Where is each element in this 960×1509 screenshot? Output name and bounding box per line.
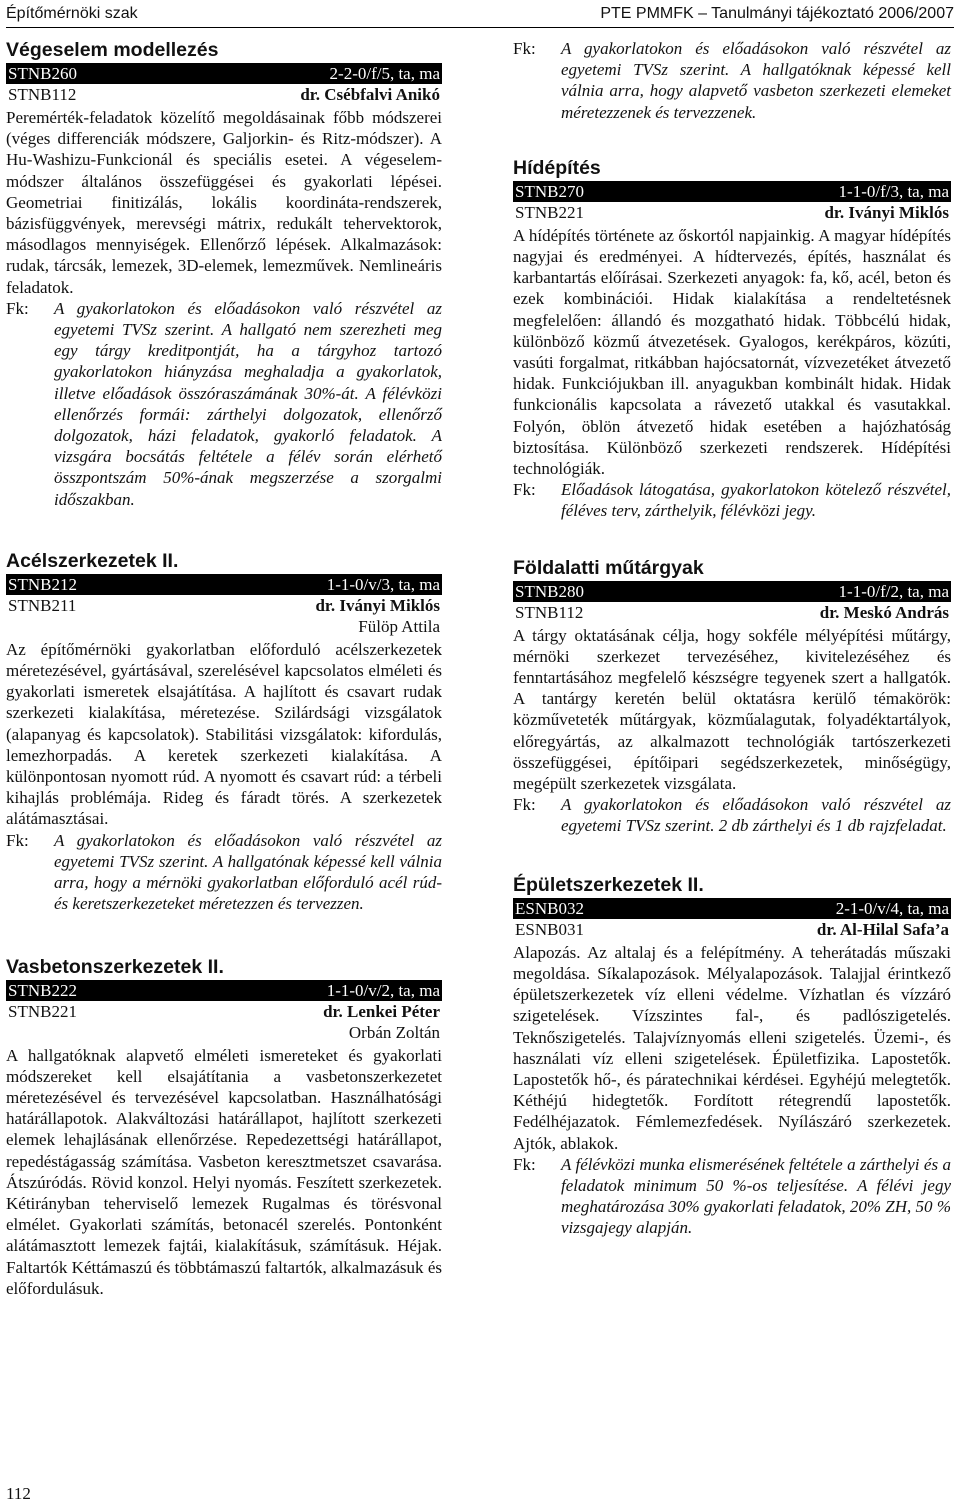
prereq-code: STNB221 — [8, 1001, 77, 1021]
course-block — [6, 955, 442, 1299]
prereq-code: STNB211 — [8, 595, 77, 615]
requirements-text: Előadások látogatása, gyakorlatokon kötelező részvétel, féléves terv, zárthelyik, félévközi jegy. — [561, 480, 951, 521]
prereq-row — [513, 202, 951, 223]
course-description: Alapozás. Az altalaj és a felépítmény. A teherátadás műszaki megoldása. Síkalapozások. Mélyalapozások. Talajjal érintkező épületszerkezetek víz elleni védelme. Vízhatlan és vízzáró szigetelések. Vízszintes fal-, és padlószigetelés. Teknőszigetelés. Talajvíznyomás elleni szigetelés. Üzemi-, és használati víz elleni szigetelések. Épületfizika. Lapostetők. Lapostetők hő-, és páratechnikai kérdései. Egyhéjú melegtetők. Kéthéjú hidegtetők. Fordított rétegrendű lapostetők. Fedélhéjazatok. Fémlemezfedések. Nyílászáró szerkezetek. Ajtók, ablakok. — [513, 942, 951, 1153]
prereq-row — [513, 919, 951, 940]
prereq-code: ESNB031 — [515, 919, 584, 939]
teacher: dr. Csébfalvi Anikó — [300, 85, 440, 104]
course-description: Peremérték-feladatok közelítő megoldásainak főbb módszerei (véges differenciák módszere, Galjorkin- és Ritz-módszer). A Hu-Washizu-Funkcionál és speciális esetei. A végeselem-módszer általános összefüggései és gyakorlati lépései. Geometriai finitizálás, lokális koordináta-rendszerek, bázisfüggvények, merevségi mátrix, redukált tehervektorok, másodlagos mennyiségek. Ellenőrző lépések. Alkalmazások: rudak, tárcsák, lemezek, 3D-elemek, lemezművek. Nemlineáris feladatok. — [6, 108, 442, 297]
course-block — [513, 556, 951, 837]
course-credits: 1-1-0/v/2, ta, ma — [326, 980, 440, 1000]
requirements-text: A gyakorlatokon és előadásokon való részvétel az egyetemi TVSz szerint. 2 db zárthelyi és 1 db rajzfeladat. — [561, 795, 951, 836]
course-title: Épületszerkezetek II. — [513, 873, 704, 896]
teacher: dr. Iványi Miklós — [824, 202, 949, 222]
course-title: Hídépítés — [513, 156, 601, 179]
course-code-bar — [6, 980, 442, 1001]
page-number: 112 — [6, 1484, 31, 1503]
course-code-bar — [513, 181, 951, 202]
course-block — [513, 156, 951, 522]
course-description: A tárgy oktatásának célja, hogy sokféle mélyépítési műtárgy, mérnöki szerkezet tervezéséhez, kivitelezéséhez és fenntartásához megfelelő készségre tegyenek szert a hallgatók. A tantárgy keretén belül oktatásra kerülő témakörök: közműveteték műtárgyak, közműalagutak, folyadéktartályok, előregyártás, az alkalmazott technológiák tartószerkezeti összefüggései, építőipari segédszerkezetek, minőségügy, megépült szerkezetek vizsgálata. — [513, 625, 951, 794]
header-left: Építőmérnöki szak — [6, 5, 138, 22]
course-code-bar — [6, 63, 442, 84]
course-credits: 1-1-0/v/3, ta, ma — [326, 574, 440, 594]
prereq-row — [513, 602, 951, 623]
course-code: STNB270 — [515, 181, 584, 201]
course-code: STNB260 — [8, 64, 77, 83]
course-title: Acélszerkezetek II. — [6, 549, 179, 572]
course-credits: 2-2-0/f/5, ta, ma — [329, 64, 440, 83]
header-right: PTE PMMFK – Tanulmányi tájékoztató 2006/2007 — [600, 5, 954, 22]
teacher: dr. Lenkei Péter — [323, 1001, 440, 1021]
requirements-label: Fk: — [513, 480, 536, 500]
requirements-label: Fk: — [6, 830, 29, 850]
course-code: STNB212 — [8, 574, 77, 594]
course-block — [6, 549, 442, 915]
requirements-label: Fk: — [6, 298, 29, 318]
co-teacher: Orbán Zoltán — [348, 1022, 440, 1042]
prereq-row — [6, 595, 442, 616]
requirements-text: A gyakorlatokon és előadásokon való részvétel az egyetemi TVSz szerint. A hallgatóknak képessé kell válnia arra, hogy alapvető vasbeton szerkezeti elemeket méretezzenek és tervezzenek. — [561, 39, 951, 122]
course-credits: 1-1-0/f/3, ta, ma — [838, 181, 949, 201]
requirements-text: A gyakorlatokon és előadásokon való részvétel az egyetemi TVSz szerint. A hallgató nem szerezheti meg egy tárgy kreditpontját, ha a tárgyhoz tartozó gyakorlatokon hiányzása meghaladja a gyakorlatok, illetve előadások összóraszámának 30%-át. A félévközi ellenőrzés formái: zárthelyi dolgozatok, ellenőrző dolgozatok, házi feladatok, gyakorló feladatok. A vizsgára bocsátás feltétele a félév során elérhető összpontszám 50%-ának megszerzése a szorgalmi időszakban. — [54, 298, 442, 509]
right-column — [513, 38, 951, 1239]
requirements-text: A gyakorlatokon és előadásokon való részvétel az egyetemi TVSz szerint. A hallgatónak képessé kell válnia arra, hogy a mérnöki gyakorlatban előforduló acél rúd- és keretszerkezeteket méretezzen és tervezzen. — [54, 830, 442, 914]
requirements-text: A félévközi munka elismerésének feltétele a zárthelyi és a feladatok minimum 50 %-os teljesítése. A félévi jegy meghatározása 30% gyakorlati feladatok, 20% ZH, 50 % vizsgajegy alapján. — [561, 1154, 951, 1238]
prereq-code: STNB112 — [515, 602, 584, 622]
course-code-bar — [513, 581, 951, 602]
requirements — [513, 794, 951, 836]
prereq-row — [6, 1001, 442, 1022]
course-code-bar — [6, 574, 442, 595]
requirements — [6, 830, 442, 915]
course-code: STNB280 — [515, 581, 584, 601]
requirements — [6, 298, 442, 510]
course-block — [6, 38, 442, 510]
course-credits: 1-1-0/f/2, ta, ma — [838, 581, 949, 601]
co-teacher: Fülöp Attila — [358, 616, 440, 636]
course-credits: 2-1-0/v/4, ta, ma — [835, 898, 949, 918]
course-title: Vasbetonszerkezetek II. — [6, 955, 224, 978]
teacher: dr. Meskó András — [819, 602, 949, 622]
requirements-label: Fk: — [513, 1154, 536, 1174]
course-title: Végeselem modellezés — [6, 39, 219, 61]
requirements-continued — [513, 38, 951, 123]
left-column — [6, 38, 442, 1299]
requirements-label: Fk: — [513, 795, 536, 815]
teacher: dr. Al-Hilal Safa’a — [816, 919, 949, 939]
prereq-row — [6, 84, 442, 105]
requirements — [513, 1154, 951, 1239]
prereq-code: STNB112 — [8, 85, 77, 104]
prereq-code: STNB221 — [515, 202, 584, 222]
course-block — [513, 873, 951, 1239]
course-description: Az építőmérnöki gyakorlatban előforduló acélszerkezetek méretezésével, gyártásával, szerelésével kapcsolatos elméleti és gyakorlati ismeretek elsajátítása. A hajlított és csavart rudak szerkezeti kialakítása, méretezése. Szilárdsági vizsgálatok (alapanyag és kapcsolatok). Stabilitási vizsgálatok: kifordulás, lemezhorpadás. A keretek szerkezeti kialakítása. A különpontosan nyomott rúd. A nyomott és csavart rúd: a térbeli kihajlás problémája. Rideg és fáradt törés. A szerkezetek alátámasztásai. — [6, 639, 442, 829]
requirements — [513, 479, 951, 521]
teacher: dr. Iványi Miklós — [315, 595, 440, 615]
course-code: STNB222 — [8, 980, 77, 1000]
course-description: A hídépítés története az őskortól napjainkig. A magyar hídépítés nagyjai és eredményei. A hídtervezés, építés, használat és karbantartás előírásai. Szerkezeti anyagok: fa, kő, acél, beton és ezek kombinációi. Hidak kialakítása a rendeltetésnek megfelelően: állandó és mozgatható hidak. Többcélú hidak, különböző közmű átvezetések. Gyalogos, kerékpáros, közúti, vasúti forgalmat, ritkábban hajócsatornát, vízvezetéket átvezető hidak. Funkciójukban ill. anyagukban kombinált hidak. Hidak funkcionális kapcsolata a rávezető utakkal és vasutakkal. Folyón, öblön átvezető hidak esetében a hajózhatóság biztosítása. Különböző szerkezeti rendszerek. Hídépítési technológiák. — [513, 225, 951, 479]
course-code-bar — [513, 898, 951, 919]
course-title: Földalatti műtárgyak — [513, 556, 704, 579]
course-code: ESNB032 — [515, 898, 584, 918]
requirements-label: Fk: — [513, 39, 536, 58]
running-header — [6, 3, 954, 28]
course-description: A hallgatóknak alapvető elméleti ismereteket és gyakorlati módszereket kell elsajátítania a vasbetonszerkezetet méretezésével és tervezésével kapcsolatban. Használhatósági határállapotok. Alakváltozási határállapot, hajlított szerkezeti elemek lehajlásának ellenőrzése. Repedezettségi határállapot, repedéstágasság számítása. Vasbeton keresztmetszet csavarása. Átszúródás. Rövid konzol. Helyi nyomás. Feszített szerkezetek. Kétirányban teherviselő lemezek Rugalmas és törésvonal elmélet. Gyakorlati számítás, betonacél szerelés. Pontonként alátámasztott lemezek fajtái, kialakításuk, számításuk. Héjak. Faltartók Kéttámaszú és többtámaszú faltartók, alkalmazásuk és előfordulásuk. — [6, 1045, 442, 1298]
